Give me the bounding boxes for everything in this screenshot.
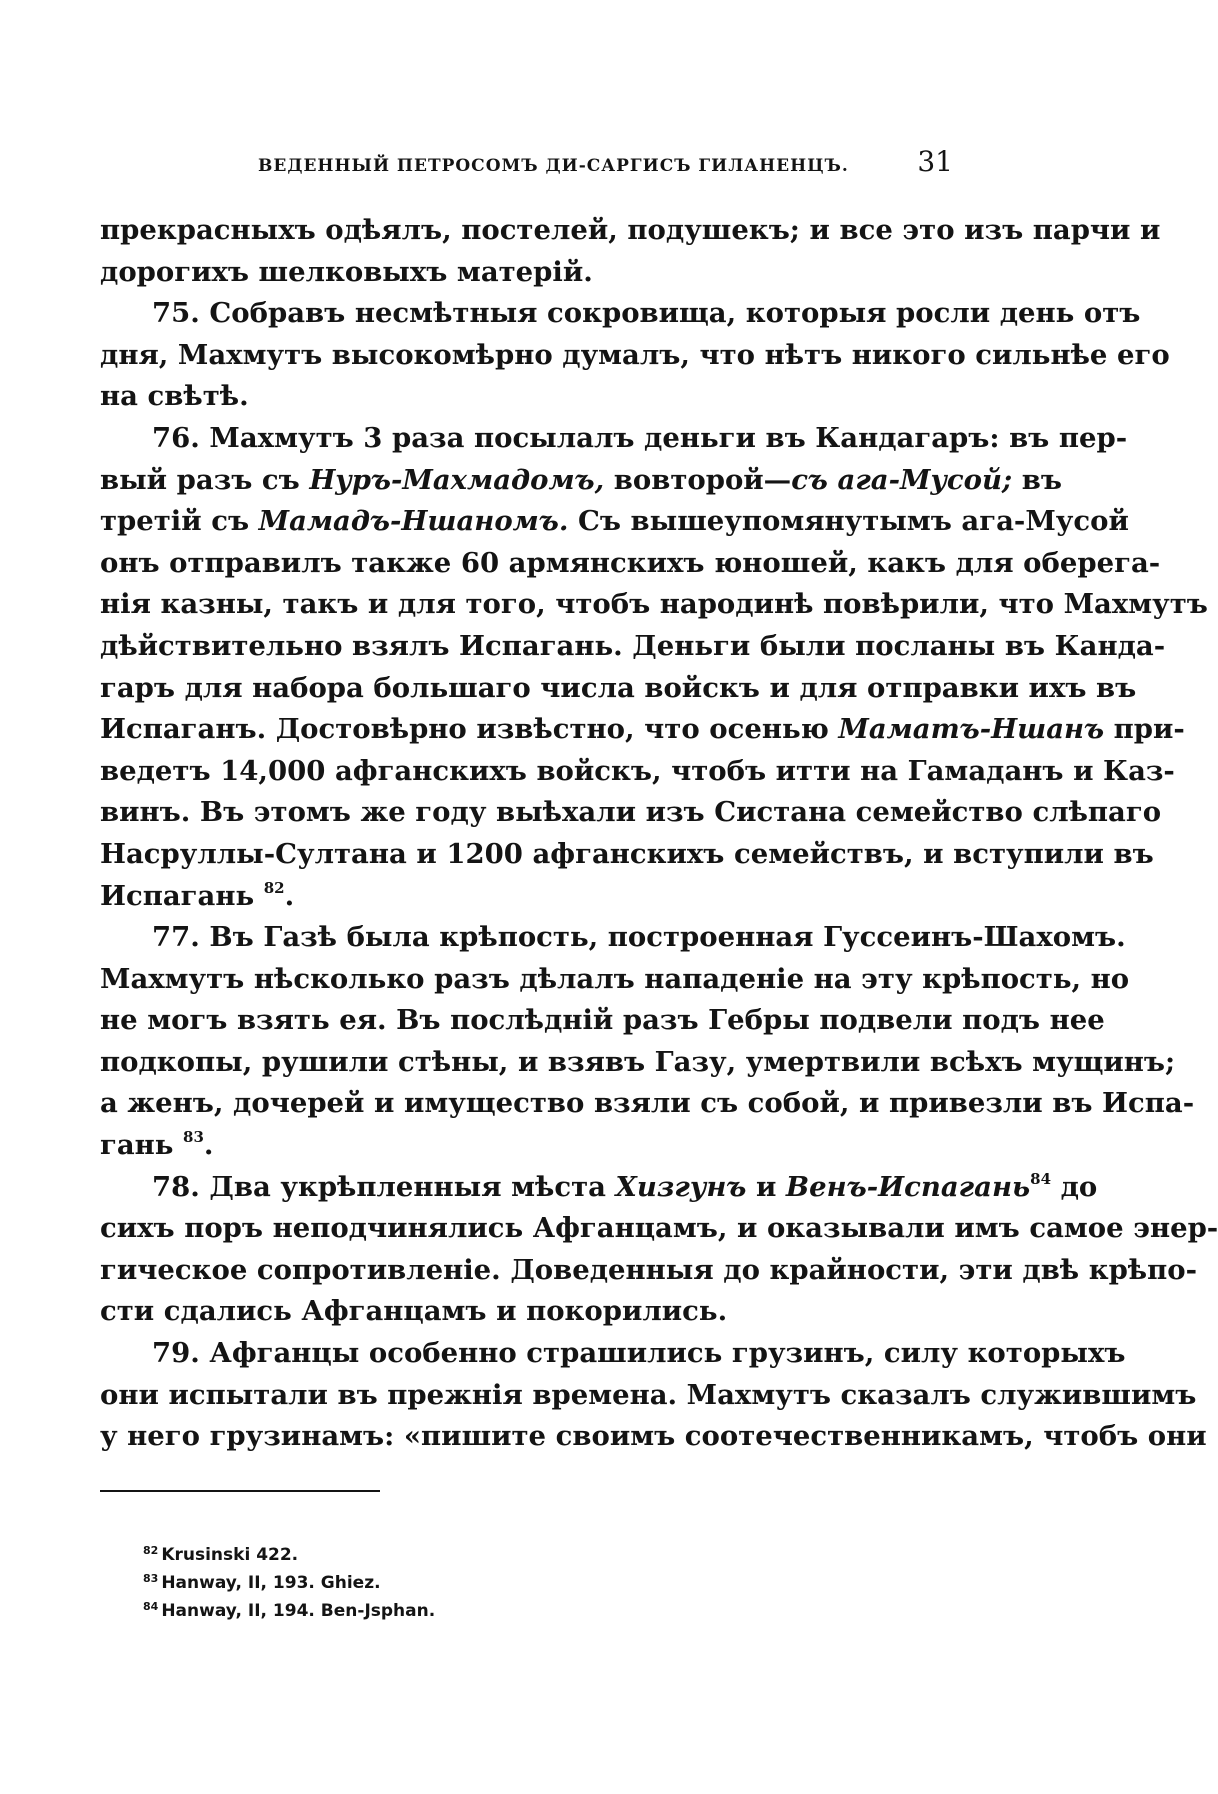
- text-line: они испытали въ прежнія времена. Махмутъ сказалъ служившимъ: [100, 1378, 1197, 1411]
- text-line: Насруллы-Султана и 1200 афганскихъ семействъ, и вступили въ: [100, 837, 1154, 870]
- text-line: нія казны, такъ и для того, чтобъ народинѣ повѣрили, что Махмутъ: [100, 588, 1208, 621]
- name-italic: Мамадъ-Ншаномъ.: [258, 505, 569, 538]
- text-line: дѣйствительно взялъ Испагань. Деньги были посланы въ Канда-: [100, 629, 1166, 662]
- paragraph-76-start: 76. Махмутъ 3 раза посылалъ деньги въ Кандагаръ: въ пер-: [152, 421, 1128, 454]
- page-header: [258, 145, 953, 178]
- footnote-ref-83: 83: [183, 1128, 204, 1147]
- text-line: третій съ Мамадъ-Ншаномъ. Съ вышеупомянутымъ ага-Мусой: [100, 505, 1129, 538]
- text-line: прекрасныхъ одѣялъ, постелей, подушекъ; и все это изъ парчи и: [100, 214, 1161, 246]
- footnotes: [143, 1541, 435, 1625]
- text-line: у него грузинамъ: «пишите своимъ соотечественникамъ, чтобъ они: [100, 1420, 1207, 1453]
- text-line: винъ. Въ этомъ же году выѣхали изъ Систана семейство слѣпаго: [100, 796, 1162, 829]
- text-line: вый разъ съ Нуръ-Махмадомъ, вовторой—съ ага-Мусой; въ: [100, 463, 1062, 496]
- body-text: [100, 210, 1218, 1458]
- text-line: ведетъ 14,000 афганскихъ войскъ, чтобъ итти на Гамаданъ и Каз-: [100, 754, 1175, 787]
- name-italic: Венъ-Испагань: [785, 1170, 1031, 1203]
- text-line: гаръ для набора большаго числа войскъ и для отправки ихъ въ: [100, 671, 1137, 704]
- footnote-82: $^{82}$ Krusinski 422.: [143, 1544, 299, 1565]
- text-line: онъ отправилъ также 60 армянскихъ юношей, какъ для оберега-: [100, 546, 1161, 579]
- text-line: дорогихъ шелковыхъ матерій.: [100, 255, 593, 288]
- name-italic: Нуръ-Махмадомъ,: [309, 463, 605, 496]
- footnote-divider: [100, 1490, 380, 1492]
- running-title: ВЕДЕННЫЙ ПЕТРОСОМЪ ДИ-САРГИСЪ ГИЛАНЕНЦЪ.: [258, 156, 849, 176]
- text-line: гическое сопротивленіе. Доведенныя до крайности, эти двѣ крѣпо-: [100, 1253, 1198, 1286]
- text-line: не могъ взять ея. Въ послѣдній разъ Гебры подвели подъ нее: [100, 1004, 1105, 1037]
- text-line: подкопы, рушили стѣны, и взявъ Газу, умертвили всѣхъ мущинъ;: [100, 1045, 1176, 1078]
- footnote-83: $^{83}$ Hanway, II, 193. Ghiez.: [143, 1572, 381, 1593]
- name-italic: Хизгунъ: [615, 1170, 747, 1203]
- text-line: Испаганъ. Достовѣрно извѣстно, что осенью Маматъ-Ншанъ при-: [100, 713, 1185, 746]
- text-line: гань $^{83}$.: [100, 1128, 214, 1162]
- footnote-84: $^{84}$ Hanway, II, 194. Ben-Jsphan.: [143, 1600, 436, 1621]
- page-number: 31: [917, 145, 953, 178]
- footnote-ref-84: 84: [1030, 1169, 1052, 1188]
- name-italic: Маматъ-Ншанъ: [838, 713, 1105, 746]
- text-line: Махмутъ нѣсколько разъ дѣлалъ нападеніе на эту крѣпость, но: [100, 962, 1130, 995]
- name-italic: съ ага-Мусой;: [791, 463, 1013, 496]
- text-line: сти сдались Афганцамъ и покорились.: [100, 1295, 728, 1328]
- text-line: сихъ поръ неподчинялись Афганцамъ, и оказывали имъ самое энер-: [100, 1212, 1218, 1245]
- text-line: на свѣтѣ.: [100, 380, 249, 413]
- footnote-ref-82: 82: [263, 878, 285, 897]
- paragraph-79-start: 79. Афганцы особенно страшились грузинъ, силу которыхъ: [152, 1337, 1126, 1370]
- text-line: а женъ, дочерей и имущество взяли съ собой, и привезли въ Испа-: [100, 1087, 1195, 1120]
- paragraph-78-start: 78. Два укрѣпленныя мѣста Хизгунъ и Венъ-Испагань$^{84}$ до: [152, 1169, 1098, 1203]
- paragraph-75-start: 75. Собравъ несмѣтныя сокровища, которыя росли день отъ: [152, 297, 1141, 330]
- text-line: Испагань $^{82}$.: [100, 878, 295, 912]
- text-line: дня, Махмутъ высокомѣрно думалъ, что нѣтъ никого сильнѣе его: [100, 338, 1170, 371]
- paragraph-77-start: 77. Въ Газѣ была крѣпость, построенная Гуссеинъ-Шахомъ.: [152, 921, 1126, 954]
